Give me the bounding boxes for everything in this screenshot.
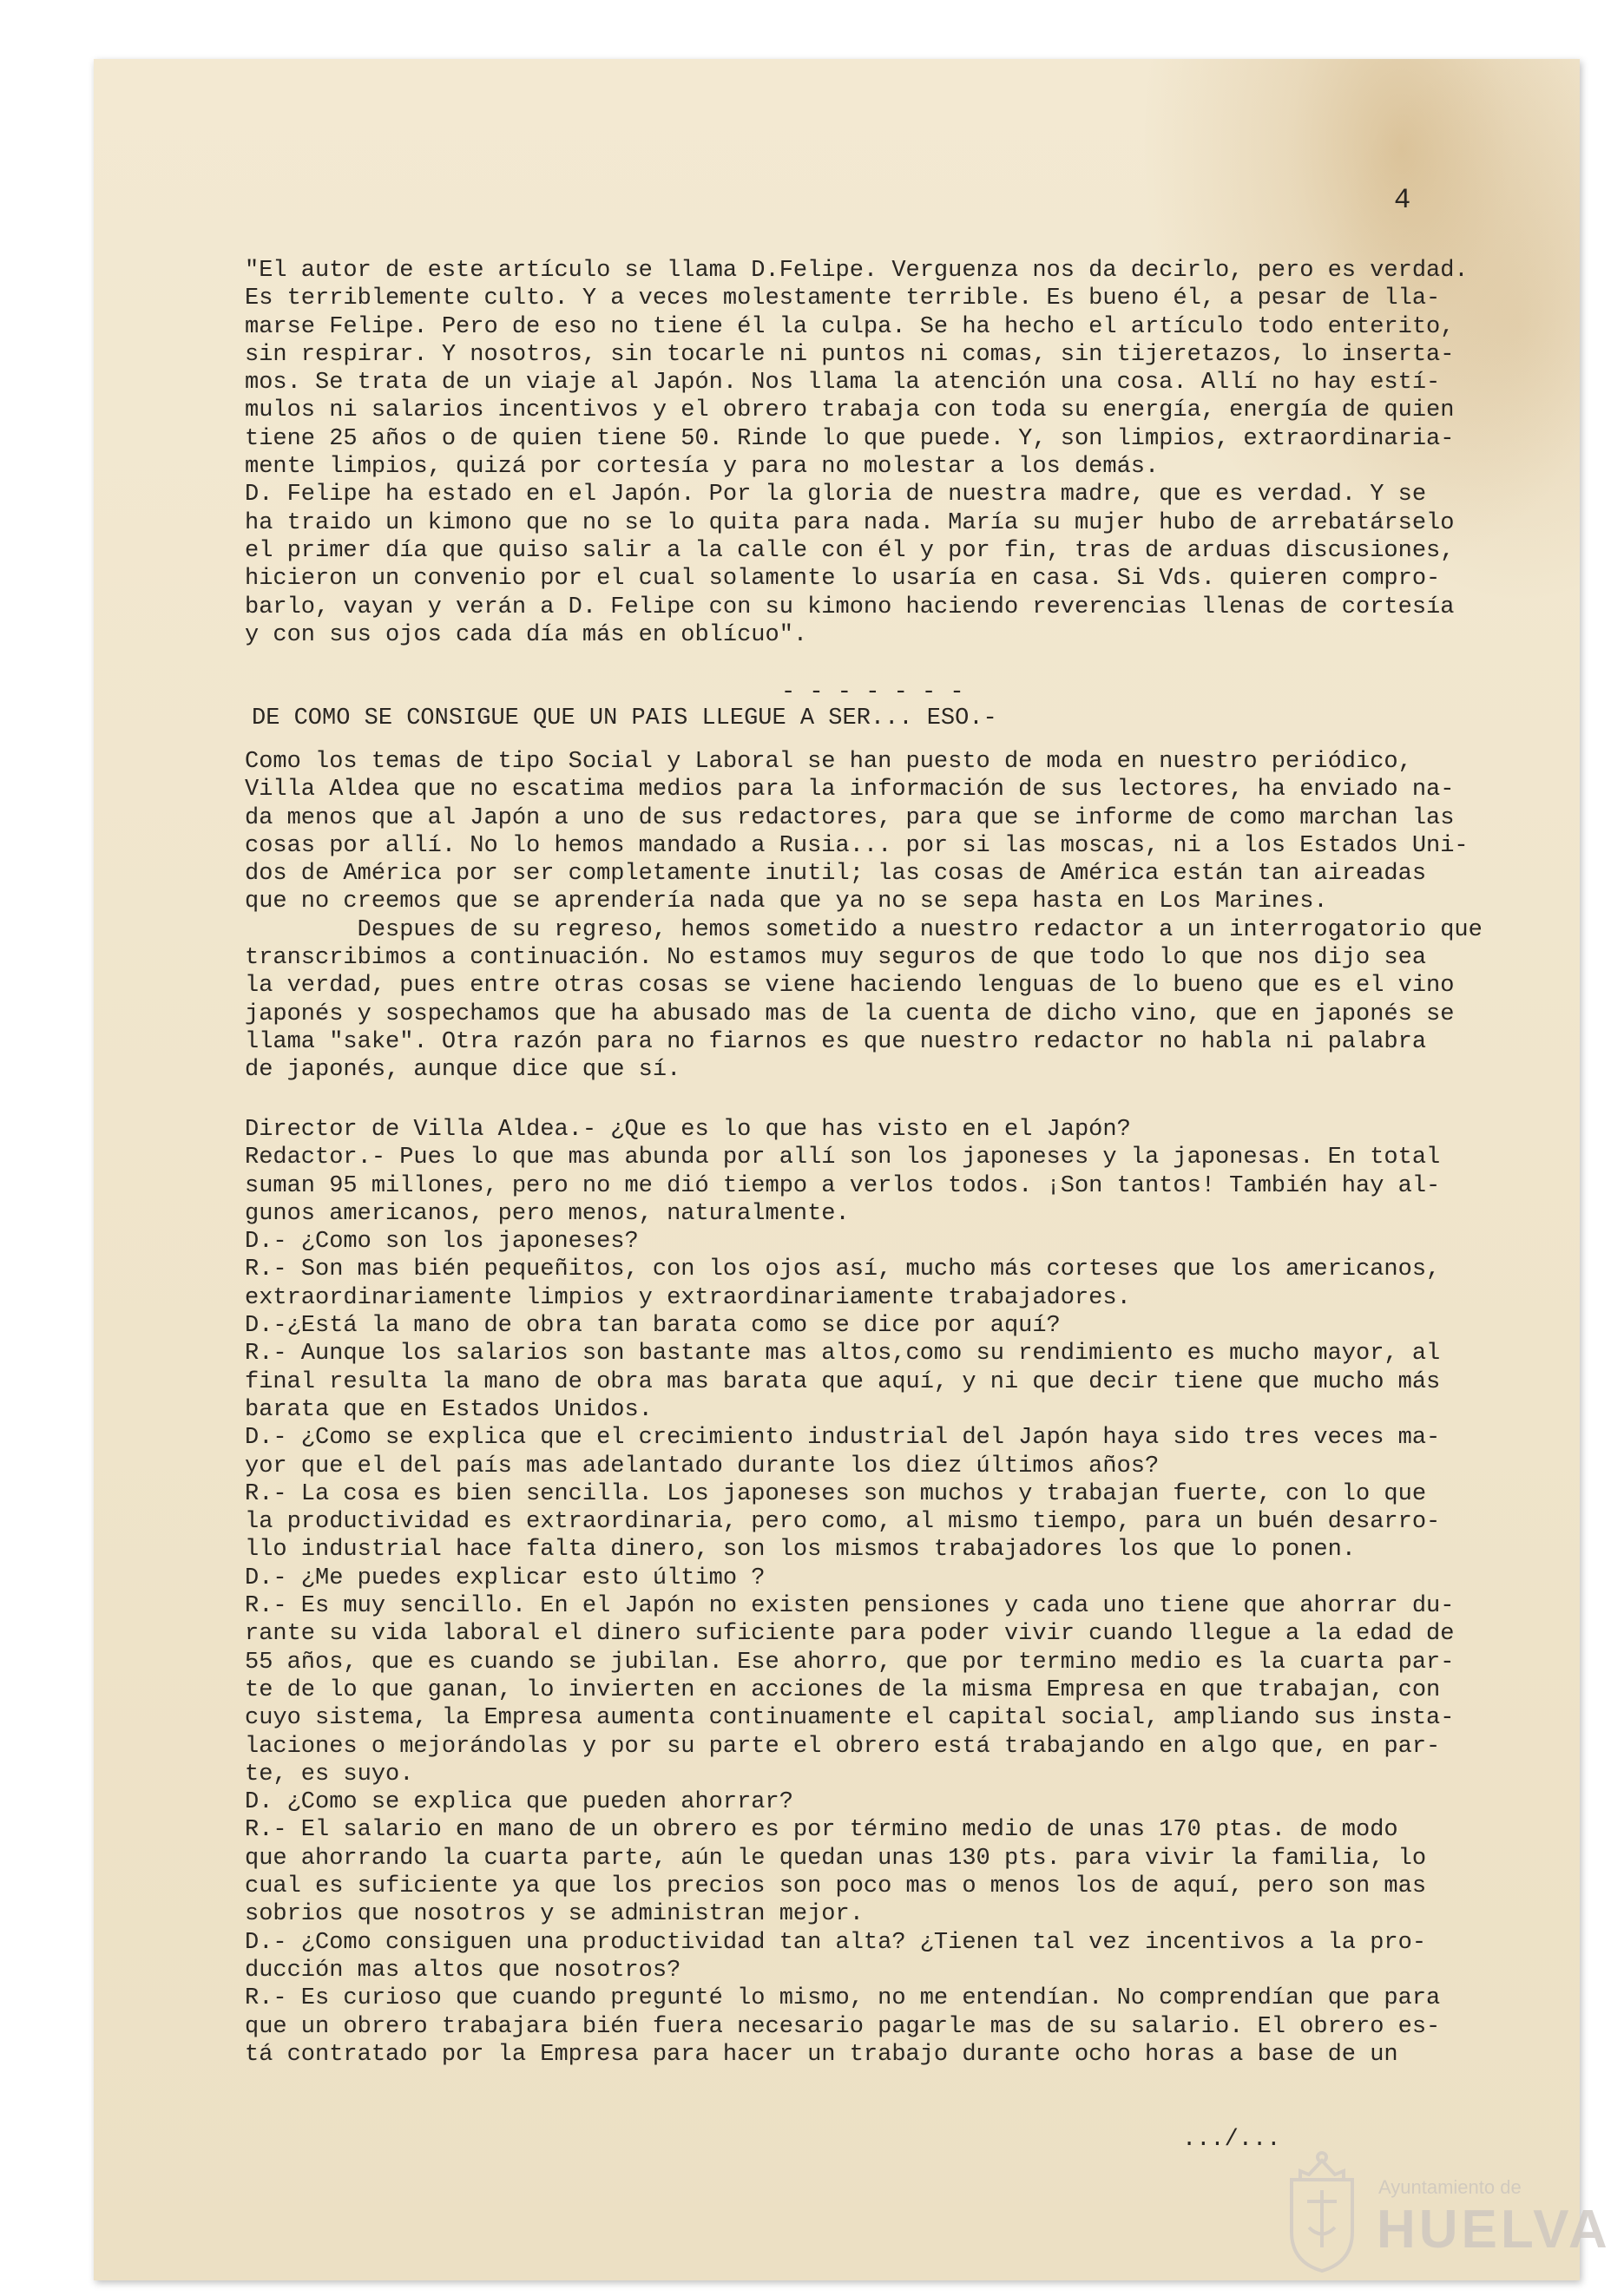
text-line: Redactor.- Pues lo que mas abunda por allí son los japoneses y la japonesas. En total bbox=[245, 1145, 1441, 1171]
text-line: Director de Villa Aldea.- ¿Que es lo que has visto en el Japón? bbox=[245, 1117, 1131, 1143]
text-line: que no creemos que se aprendería nada que ya no se sepa hasta en Los Marines. bbox=[245, 889, 1328, 915]
text-line: te de lo que ganan, lo invierten en acciones de la misma Empresa en que trabajan, con bbox=[245, 1676, 1441, 1703]
text-line: D. ¿Como se explica que pueden ahorrar? bbox=[245, 1789, 793, 1816]
text-line: Como los temas de tipo Social y Laboral se han puesto de moda en nuestro periódico, bbox=[245, 749, 1412, 775]
text-line: ha traido un kimono que no se lo quita para nada. María su mujer hubo de arrebatárselo bbox=[245, 509, 1455, 536]
text-line: dos de América por ser completamente inutil; las cosas de América están tan aireadas bbox=[245, 861, 1427, 888]
interview-transcript bbox=[245, 1116, 1521, 2069]
text-line: barata que en Estados Unidos. bbox=[245, 1396, 653, 1423]
text-line: extraordinariamente limpios y extraordinariamente trabajadores. bbox=[245, 1284, 1131, 1311]
text-line: te, es suyo. bbox=[245, 1761, 414, 1788]
text-line: mos. Se trata de un viaje al Japón. Nos llama la atención una cosa. Allí no hay estí- bbox=[245, 370, 1441, 397]
article-heading: DE COMO SE CONSIGUE QUE UN PAIS LLEGUE A SER... ESO.- bbox=[252, 705, 997, 731]
text-line: R.- Son mas bién pequeñitos, con los ojos así, mucho más corteses que los americanos, bbox=[245, 1256, 1441, 1283]
text-line: yor que el del país mas adelantado durante los diez últimos años? bbox=[245, 1453, 1160, 1479]
text-line: de japonés, aunque dice que sí. bbox=[245, 1057, 681, 1084]
text-line: cuyo sistema, la Empresa aumenta continuamente el capital social, ampliando sus insta- bbox=[245, 1705, 1455, 1732]
text-line: rante su vida laboral el dinero suficiente para poder vivir cuando llegue a la edad de bbox=[245, 1621, 1455, 1648]
seal-top-text: Ayuntamiento de bbox=[1378, 2176, 1522, 2198]
text-line: sobrios que nosotros y se administran mejor. bbox=[245, 1901, 864, 1928]
article-intro-paragraph bbox=[245, 748, 1521, 1085]
text-line: mente limpios, quizá por cortesía y para no molestar a los demás. bbox=[245, 454, 1160, 481]
text-line: la verdad, pues entre otras cosas se viene haciendo lenguas de lo bueno que es el vino bbox=[245, 973, 1455, 1000]
text-line: R.- El salario en mano de un obrero es por término medio de unas 170 ptas. de modo bbox=[245, 1817, 1398, 1844]
text-line: barlo, vayan y verán a D. Felipe con su kimono haciendo reverencias llenas de cortesía bbox=[245, 594, 1455, 620]
text-line: mulos ni salarios incentivos y el obrero trabaja con toda su energía, energía de quien bbox=[245, 397, 1455, 424]
text-line: cosas por allí. No lo hemos mandado a Rusia... por si las moscas, ni a los Estados Uni- bbox=[245, 832, 1469, 859]
text-line: da menos que al Japón a uno de sus redactores, para que se informe de como marchan las bbox=[245, 804, 1455, 831]
coat-of-arms-icon bbox=[1274, 2145, 1370, 2275]
text-line: japonés y sospechamos que ha abusado mas de la cuenta de dicho vino, que en japonés se bbox=[245, 1000, 1455, 1027]
text-line: D. Felipe ha estado en el Japón. Por la gloria de nuestra madre, que es verdad. Y se bbox=[245, 482, 1427, 508]
watermark-seal bbox=[1274, 2145, 1611, 2284]
text-line: el primer día que quiso salir a la calle con él y por fin, tras de arduas discusiones, bbox=[245, 537, 1455, 564]
text-line: R.- Aunque los salarios son bastante mas altos,como su rendimiento es mucho mayor, al bbox=[245, 1341, 1441, 1368]
text-line: llama "sake". Otra razón para no fiarnos es que nuestro redactor no habla ni palabra bbox=[245, 1028, 1427, 1055]
intro-paragraph bbox=[245, 257, 1521, 649]
text-line: suman 95 millones, pero no me dió tiempo a verlos todos. ¡Son tantos! También hay al- bbox=[245, 1172, 1441, 1199]
text-line: D.- ¿Como son los japoneses? bbox=[245, 1229, 639, 1256]
text-line: y con sus ojos cada día más en oblícuo". bbox=[245, 621, 808, 648]
text-line: laciones o mejorándolas y por su parte el obrero está trabajando en algo que, en par- bbox=[245, 1733, 1441, 1760]
text-line: llo industrial hace falta dinero, son los mismos trabajadores los que lo ponen. bbox=[245, 1537, 1357, 1564]
text-line: D.-¿Está la mano de obra tan barata como se dice por aquí? bbox=[245, 1313, 1061, 1340]
text-line: "El autor de este artículo se llama D.Felipe. Verguenza nos da decirlo, pero es verdad. bbox=[245, 258, 1469, 284]
text-line: R.- Es curioso que cuando pregunté lo mismo, no me entendían. No comprendían que para bbox=[245, 1985, 1441, 2012]
text-line: marse Felipe. Pero de eso no tiene él la culpa. Se ha hecho el artículo todo enterito, bbox=[245, 313, 1455, 340]
text-line: sin respirar. Y nosotros, sin tocarle ni puntos ni comas, sin tijeretazos, lo inserta- bbox=[245, 341, 1455, 368]
text-line: gunos americanos, pero menos, naturalmente. bbox=[245, 1200, 850, 1227]
text-line: D.- ¿Como se explica que el crecimiento industrial del Japón haya sido tres veces ma- bbox=[245, 1425, 1441, 1452]
seal-bottom-text: HUELVA bbox=[1377, 2200, 1611, 2260]
text-line: que un obrero trabajara bién fuera necesario pagarle mas de su salario. El obrero es- bbox=[245, 2013, 1441, 2040]
text-line: tá contratado por la Empresa para hacer un trabajo durante ocho horas a base de un bbox=[245, 2041, 1398, 2068]
page-number: 4 bbox=[1394, 184, 1411, 216]
text-line: 55 años, que es cuando se jubilan. Ese ahorro, que por termino medio es la cuarta par- bbox=[245, 1649, 1455, 1676]
text-line: Villa Aldea que no escatima medios para la información de sus lectores, ha enviado na- bbox=[245, 777, 1455, 804]
text-line: final resulta la mano de obra mas barata que aquí, y ni que decir tiene que mucho más bbox=[245, 1368, 1441, 1395]
section-divider: - - - - - - - bbox=[781, 679, 964, 705]
text-line: Es terriblemente culto. Y a veces molestamente terrible. Es bueno él, a pesar de lla- bbox=[245, 285, 1441, 312]
text-line: transcribimos a continuación. No estamos muy seguros de que todo lo que nos dijo sea bbox=[245, 945, 1427, 972]
text-line: cual es suficiente ya que los precios son poco mas o menos los de aquí, pero son mas bbox=[245, 1873, 1427, 1900]
text-line: tiene 25 años o de quien tiene 50. Rinde lo que puede. Y, son limpios, extraordinaria- bbox=[245, 425, 1455, 452]
text-line: D.- ¿Me puedes explicar esto último ? bbox=[245, 1565, 766, 1591]
continued-mark: .../... bbox=[1182, 2127, 1281, 2153]
text-line: Despues de su regreso, hemos sometido a nuestro redactor a un interrogatorio que bbox=[245, 916, 1483, 943]
text-line: D.- ¿Como consiguen una productividad tan alta? ¿Tienen tal vez incentivos a la pro- bbox=[245, 1929, 1427, 1956]
text-line: R.- La cosa es bien sencilla. Los japoneses son muchos y trabajan fuerte, con lo que bbox=[245, 1480, 1427, 1507]
text-line: R.- Es muy sencillo. En el Japón no existen pensiones y cada uno tiene que ahorrar du- bbox=[245, 1593, 1455, 1620]
text-line: la productividad es extraordinaria, pero como, al mismo tiempo, para un buén desarro- bbox=[245, 1509, 1441, 1536]
text-line: hicieron un convenio por el cual solamente lo usaría en casa. Si Vds. quieren compro- bbox=[245, 566, 1441, 593]
text-line: que ahorrando la cuarta parte, aún le quedan unas 130 pts. para vivir la familia, lo bbox=[245, 1845, 1427, 1872]
text-line: ducción mas altos que nosotros? bbox=[245, 1957, 681, 1984]
